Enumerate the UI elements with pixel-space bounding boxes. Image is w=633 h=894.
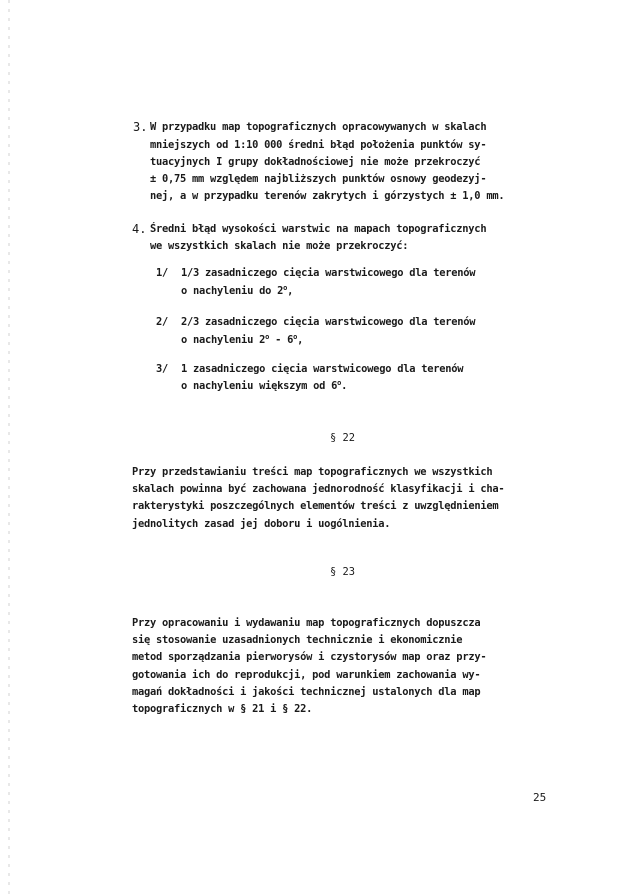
item-3-line-3: tuacyjnych I grupy dokładnościowej nie może przekroczyć	[150, 156, 481, 168]
scan-edge	[8, 0, 10, 894]
section-22-line-3: rakterystyki poszczególnych elementów treści z uwzględnieniem	[132, 500, 499, 512]
section-23-line-1: Przy opracowaniu i wydawaniu map topograficznych dopuszcza	[132, 617, 481, 629]
subitem-3-number: 3/	[156, 363, 169, 375]
item-3-number: 3.	[133, 120, 148, 134]
section-22-line-4: jednolitych zasad jej doboru i uogólnienia.	[132, 518, 391, 530]
subitem-3-line-2: o nachyleniu większym od 6$^o$.	[181, 379, 348, 392]
section-23-heading: § 23	[330, 566, 356, 578]
page-number: 25	[533, 791, 547, 804]
section-23-line-4: gotowania ich do reprodukcji, pod warunkiem zachowania wy-	[132, 669, 481, 681]
subitem-2-line-2: o nachyleniu 2$^o$ - 6$^o$,	[181, 333, 304, 346]
section-22-line-2: skalach powinna być zachowana jednorodność klasyfikacji i cha-	[132, 483, 505, 495]
section-22-line-1: Przy przedstawianiu treści map topograficznych we wszystkich	[132, 466, 493, 478]
section-23-line-3: metod sporządzania pierworysów i czystorysów map oraz przy-	[132, 651, 487, 663]
item-4-number: 4.	[132, 222, 147, 236]
section-23-line-6: topograficznych w § 21 i § 22.	[132, 703, 313, 715]
item-3-line-5: nej, a w przypadku terenów zakrytych i górzystych ± 1,0 mm.	[150, 190, 505, 202]
subitem-2-number: 2/	[156, 316, 169, 328]
section-22-heading: § 22	[330, 432, 356, 444]
item-3-line-2: mniejszych od 1:10 000 średni błąd położenia punktów sy-	[150, 139, 487, 151]
item-3-line-4: ± 0,75 mm względem najbliższych punktów osnowy geodezyj-	[150, 173, 487, 185]
subitem-3-line-1: 1 zasadniczego cięcia warstwicowego dla terenów	[181, 363, 464, 375]
section-23-line-2: się stosowanie uzasadnionych technicznie i ekonomicznie	[132, 634, 463, 646]
item-3-line-1: W przypadku map topograficznych opracowywanych w skalach	[150, 121, 487, 133]
item-4-line-2: we wszystkich skalach nie może przekroczyć:	[150, 240, 409, 252]
subitem-1-line-1: 1/3 zasadniczego cięcia warstwicowego dla terenów	[181, 267, 476, 279]
section-23-line-5: magań dokładności i jakości technicznej ustalonych dla map	[132, 686, 481, 698]
subitem-1-line-2: o nachyleniu do 2$^o$,	[181, 284, 294, 297]
subitem-2-line-1: 2/3 zasadniczego cięcia warstwicowego dla terenów	[181, 316, 476, 328]
item-4-line-1: Średni błąd wysokości warstwic na mapach topograficznych	[150, 223, 487, 235]
subitem-1-number: 1/	[156, 267, 169, 279]
